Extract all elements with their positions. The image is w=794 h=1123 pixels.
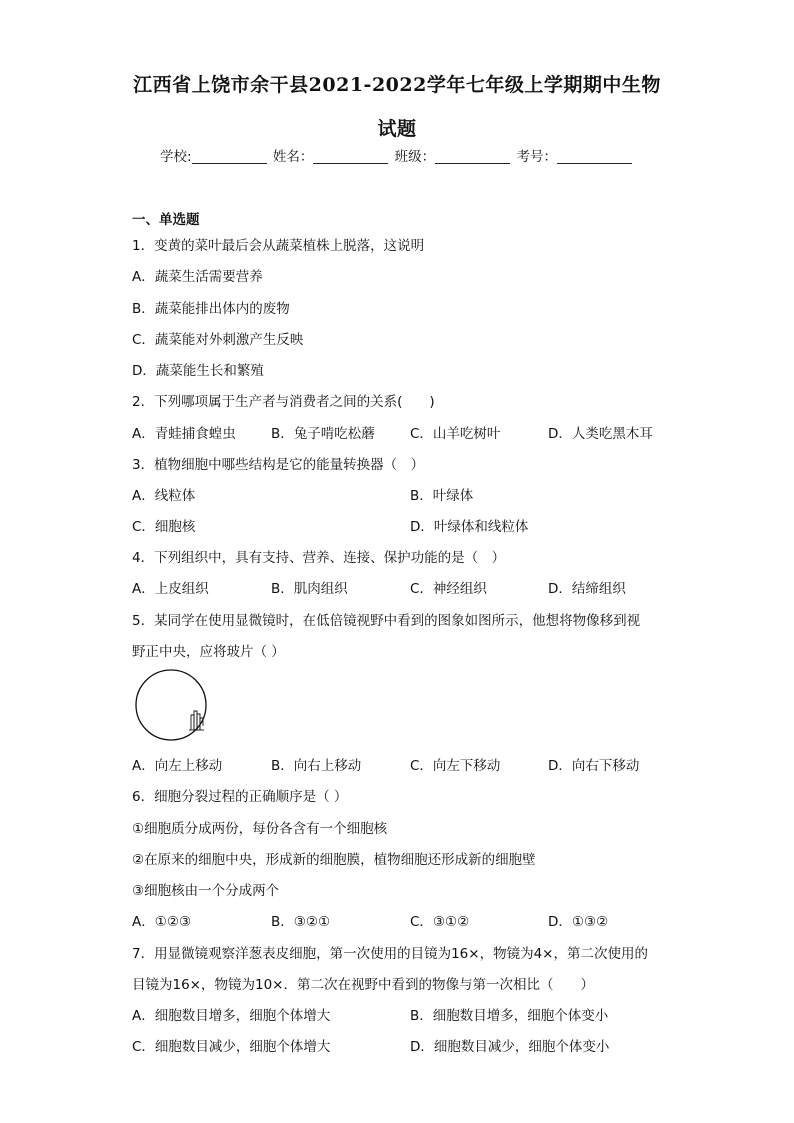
question-6-statement-1: ①细胞质分成两份，每份各含有一个细胞核 <box>132 821 388 837</box>
question-5-stem-line2: 野正中央，应将玻片（ ） <box>132 644 285 660</box>
question-6-option-c: C．③①② <box>410 914 470 930</box>
student-info-row <box>160 145 634 165</box>
class-blank[interactable] <box>435 149 510 164</box>
section-heading: 一、单选题 <box>132 212 200 228</box>
question-6-statement-3: ③细胞核由一个分成两个 <box>132 883 280 899</box>
question-7-option-b: B．细胞数目增多，细胞个体变小 <box>410 1008 609 1024</box>
question-4-option-b: B．肌肉组织 <box>271 581 348 597</box>
class-label: 班级： <box>394 149 436 165</box>
question-2-stem: 2．下列哪项属于生产者与消费者之间的关系( ) <box>132 394 435 410</box>
question-7-stem-line1: 7．用显微镜观察洋葱表皮细胞，第一次使用的目镜为16×，物镜为4×，第二次使用的 <box>132 946 648 962</box>
school-blank[interactable] <box>192 149 267 164</box>
question-1-option-d: D．蔬菜能生长和繁殖 <box>132 363 264 379</box>
name-blank[interactable] <box>313 149 388 164</box>
question-4-option-c: C．神经组织 <box>410 581 487 597</box>
question-2-option-a: A．青蛙捕食蝗虫 <box>132 426 236 442</box>
question-4-option-d: D．结缔组织 <box>548 581 626 597</box>
question-5-option-c: C．向左下移动 <box>410 758 501 774</box>
question-5-option-b: B．向右上移动 <box>271 758 362 774</box>
field-of-view-circle <box>136 670 206 740</box>
question-3-stem: 3．植物细胞中哪些结构是它的能量转换器（ ） <box>132 457 425 473</box>
question-7-option-d: D．细胞数目减少，细胞个体变小 <box>410 1039 610 1055</box>
question-3-option-c: C．细胞核 <box>132 519 196 535</box>
question-1-stem: 1．变黄的菜叶最后会从蔬菜植株上脱落，这说明 <box>132 238 425 254</box>
question-3-option-b: B．叶绿体 <box>410 488 474 504</box>
question-7-option-c: C．细胞数目减少，细胞个体增大 <box>132 1039 331 1055</box>
question-6-option-b: B．③②① <box>271 914 331 930</box>
question-5-option-a: A．向左上移动 <box>132 758 223 774</box>
question-1-option-b: B．蔬菜能排出体内的废物 <box>132 301 290 317</box>
question-5-option-d: D．向右下移动 <box>548 758 640 774</box>
exam-title-line2: 试题 <box>377 118 417 140</box>
exam-number-blank[interactable] <box>557 149 632 164</box>
question-7-stem-line2: 目镜为16×，物镜为10×．第二次在视野中看到的物像与第一次相比（ ） <box>132 977 594 993</box>
microscope-field-figure <box>134 668 214 744</box>
question-6-option-d: D．①③② <box>548 914 609 930</box>
question-1-option-a: A．蔬菜生活需要营养 <box>132 269 263 285</box>
question-6-statement-2: ②在原来的细胞中央，形成新的细胞膜，植物细胞还形成新的细胞壁 <box>132 852 536 868</box>
exam-number-label: 考号： <box>516 149 557 165</box>
question-7-option-a: A．细胞数目增多，细胞个体增大 <box>132 1008 331 1024</box>
question-3-option-d: D．叶绿体和线粒体 <box>410 519 529 535</box>
question-3-option-a: A．线粒体 <box>132 488 196 504</box>
question-1-option-c: C．蔬菜能对外刺激产生反映 <box>132 332 304 348</box>
question-5-stem-line1: 5．某同学在使用显微镜时，在低倍镜视野中看到的图象如图所示，他想将物像移到视 <box>132 613 641 629</box>
school-label: 学校: <box>160 149 192 165</box>
question-6-option-a: A．①②③ <box>132 914 192 930</box>
question-6-stem: 6．细胞分裂过程的正确顺序是（ ） <box>132 789 348 805</box>
name-label: 姓名： <box>272 149 314 165</box>
exam-title-line1: 江西省上饶市余干县2021-2022学年七年级上学期期中生物 <box>133 74 661 96</box>
question-2-option-c: C．山羊吃树叶 <box>410 426 501 442</box>
question-4-stem: 4．下列组织中，具有支持、营养、连接、保护功能的是（ ） <box>132 550 506 566</box>
question-2-option-d: D．人类吃黑木耳 <box>548 426 653 442</box>
question-2-option-b: B．兔子啃吃松蘑 <box>271 426 375 442</box>
question-4-option-a: A．上皮组织 <box>132 581 209 597</box>
